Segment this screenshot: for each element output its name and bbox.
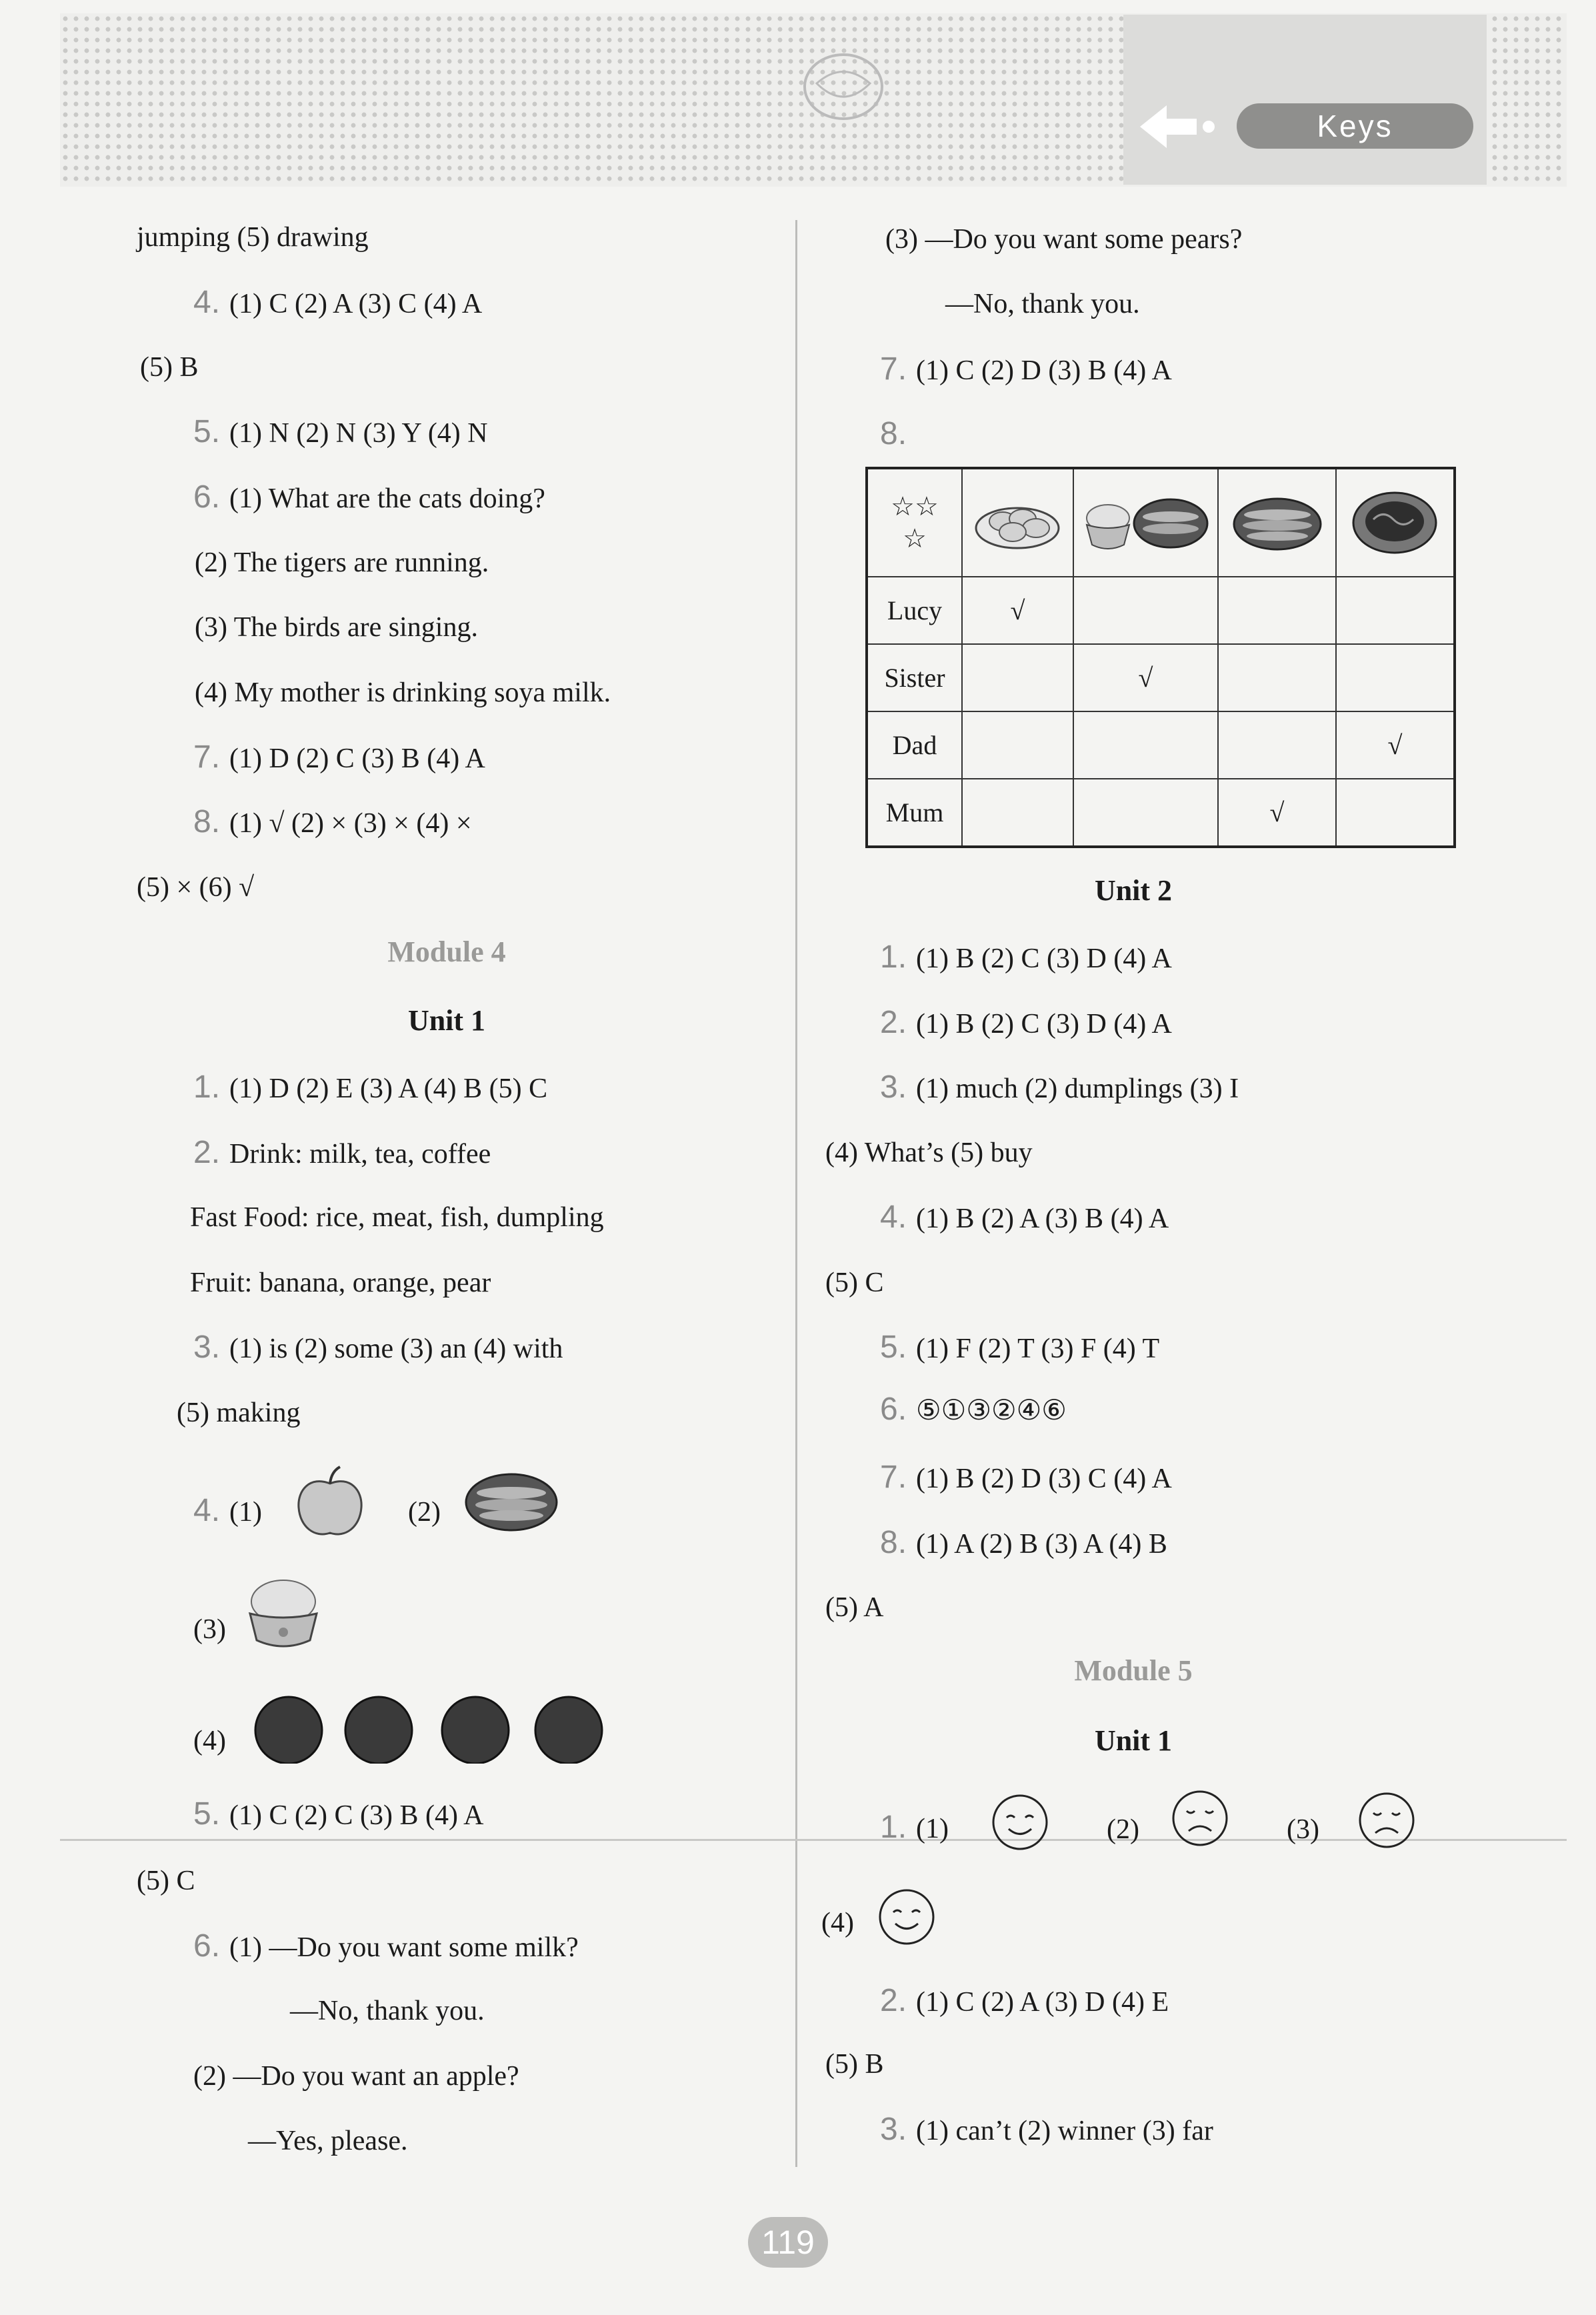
answer-line: (2) —Do you want an apple? (193, 2061, 519, 2092)
check-cell: √ (1336, 711, 1455, 779)
unit-heading: Unit 1 (407, 1004, 486, 1037)
stars-row: ☆ (903, 523, 927, 553)
rice-bowl-icon (243, 1574, 323, 1657)
question-1: 1. (1) D (2) E (3) A (4) B (5) C (193, 1069, 548, 1105)
answer-line: (4) My mother is drinking soya milk. (195, 677, 611, 708)
page-number: 119 (748, 2217, 828, 2268)
publisher-logo-icon (797, 47, 890, 127)
question-8: 8. (880, 416, 907, 451)
check-cell (1073, 779, 1218, 847)
answer-line: (5) × (6) √ (137, 872, 255, 903)
check-cell (1218, 644, 1336, 711)
answer-line: (5) A (825, 1592, 884, 1623)
question-7: 7. (1) C (2) D (3) B (4) A (880, 351, 1172, 387)
answer-line: Fruit: banana, orange, pear (190, 1268, 491, 1298)
question-4: 4. (1) C (2) A (3) C (4) A (193, 285, 483, 320)
sad-face-icon (1357, 1790, 1417, 1850)
sad-face-icon (1170, 1788, 1230, 1848)
picture-label: (2) (1107, 1814, 1139, 1845)
answer-line: (5) making (177, 1398, 301, 1428)
table-row (867, 711, 1455, 779)
question-6: 6. ⑤①③②④⑥ (880, 1392, 1067, 1427)
answer-line: (3) —Do you want some pears? (885, 224, 1243, 255)
happy-face-icon (877, 1887, 937, 1947)
answer-line: (3) The birds are singing. (195, 612, 478, 643)
table-row (867, 577, 1455, 644)
question-5: 5. (1) N (2) N (3) Y (4) N (193, 414, 488, 449)
header-cell (962, 468, 1073, 577)
question-1-faces: 1. (1) (880, 1810, 949, 1845)
answer-line: (4) What’s (5) buy (825, 1137, 1033, 1168)
answer-line: (5) B (825, 2049, 884, 2080)
module-heading: Module 4 (387, 935, 506, 968)
question-2: 2. (1) B (2) C (3) D (4) A (880, 1005, 1172, 1040)
keys-label: Keys (1237, 103, 1473, 149)
question-8: 8. (1) A (2) B (3) A (4) B (880, 1525, 1167, 1560)
dumplings-icon (973, 495, 1063, 551)
picture-label: (4) (193, 1726, 226, 1756)
question-4-pictures: 4. (1) (193, 1493, 263, 1528)
happy-face-icon (990, 1792, 1050, 1852)
question-3: 3. (1) is (2) some (3) an (4) with (193, 1330, 563, 1365)
fish-plate-icon (463, 1470, 560, 1534)
unit-heading: Unit 1 (1094, 1724, 1173, 1757)
check-cell: √ (1218, 779, 1336, 847)
answer-table (865, 467, 1456, 848)
rice-and-fish-icon (1083, 493, 1209, 553)
check-cell: √ (1073, 644, 1218, 711)
answer-line: —Yes, please. (248, 2126, 408, 2156)
question-8: 8. (1) √ (2) × (3) × (4) × (193, 804, 472, 839)
stars-row: ☆☆ (891, 491, 939, 521)
question-3: 3. (1) can’t (2) winner (3) far (880, 2112, 1213, 2147)
module-heading: Module 5 (1074, 1654, 1193, 1687)
question-2: 2. Drink: milk, tea, coffee (193, 1135, 491, 1170)
check-cell (962, 644, 1073, 711)
question-5: 5. (1) F (2) T (3) F (4) T (880, 1330, 1160, 1365)
check-cell (1336, 779, 1455, 847)
row-name: Sister (867, 644, 962, 711)
answer-line: Fast Food: rice, meat, fish, dumpling (190, 1202, 604, 1233)
question-1: 1. (1) B (2) C (3) D (4) A (880, 939, 1172, 975)
question-7: 7. (1) D (2) C (3) B (4) A (193, 739, 485, 775)
question-5: 5. (1) C (2) C (3) B (4) A (193, 1796, 484, 1832)
answer-line: (2) The tigers are running. (195, 547, 489, 578)
check-cell (1336, 644, 1455, 711)
unit-heading: Unit 2 (1094, 874, 1173, 907)
check-cell (962, 779, 1073, 847)
answer-line: (5) C (825, 1268, 884, 1298)
table-row (867, 644, 1455, 711)
answer-line: (5) C (137, 1866, 195, 1896)
question-3: 3. (1) much (2) dumplings (3) I (880, 1069, 1239, 1105)
check-cell (1073, 711, 1218, 779)
picture-label: (4) (821, 1908, 854, 1938)
header-cell (1218, 468, 1336, 577)
horizontal-rule (60, 1839, 1567, 1841)
picture-label: (2) (408, 1497, 441, 1528)
answer-line: jumping (5) drawing (137, 222, 369, 253)
picture-label: (3) (193, 1614, 226, 1645)
header-cell (1336, 468, 1455, 577)
stars-cell (867, 468, 962, 577)
row-name: Mum (867, 779, 962, 847)
answer-line: (5) B (140, 352, 199, 383)
check-cell (1218, 711, 1336, 779)
check-cell (1073, 577, 1218, 644)
question-6: 6. (1) What are the cats doing? (193, 479, 545, 515)
question-6: 6. (1) —Do you want some milk? (193, 1928, 579, 1964)
fish-plate-icon (1231, 495, 1324, 551)
check-cell: √ (962, 577, 1073, 644)
question-7: 7. (1) B (2) D (3) C (4) A (880, 1460, 1172, 1495)
answer-line: —No, thank you. (945, 289, 1140, 319)
table-row (867, 779, 1455, 847)
apple-icon (293, 1464, 367, 1540)
tomatoes-icon (252, 1694, 609, 1764)
check-cell (962, 711, 1073, 779)
back-arrow-icon (1137, 100, 1217, 153)
question-2: 2. (1) C (2) A (3) D (4) E (880, 1983, 1169, 2018)
check-cell (1218, 577, 1336, 644)
picture-label: (3) (1287, 1814, 1319, 1845)
answer-line: —No, thank you. (290, 1996, 485, 2026)
column-divider (795, 220, 797, 2167)
row-name: Lucy (867, 577, 962, 644)
question-4: 4. (1) B (2) A (3) B (4) A (880, 1200, 1169, 1235)
header-cell (1073, 468, 1218, 577)
check-cell (1336, 577, 1455, 644)
row-name: Dad (867, 711, 962, 779)
noodle-bowl-icon (1350, 489, 1440, 556)
